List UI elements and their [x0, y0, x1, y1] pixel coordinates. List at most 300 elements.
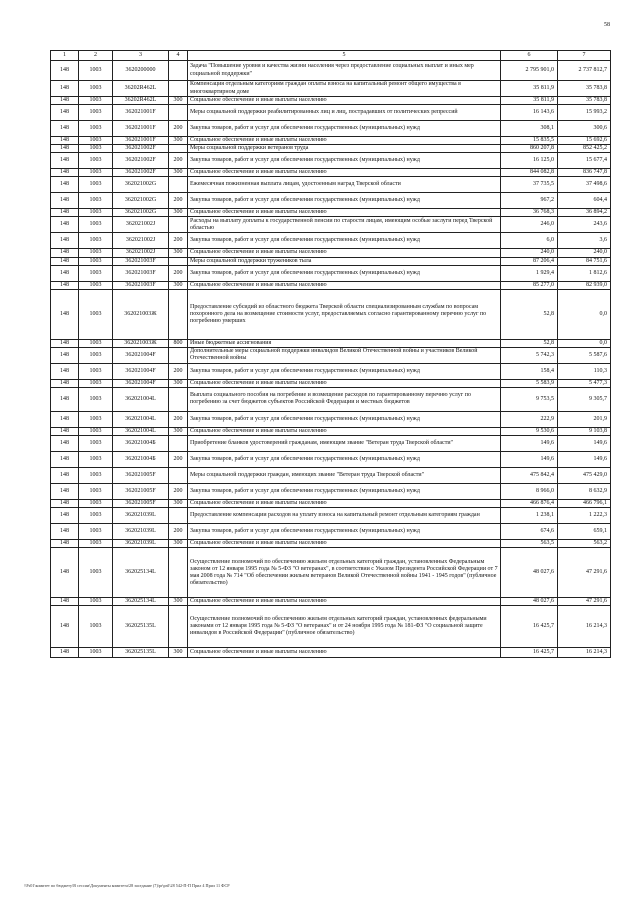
- table-row: [51, 606, 611, 648]
- target-code-cell: 362021005F: [113, 468, 169, 484]
- actual-amount-cell: 604,4: [558, 193, 611, 209]
- section-code-cell: 1003: [79, 548, 113, 598]
- planned-amount-cell: 5 583,9: [501, 379, 558, 387]
- section-code-cell: 1003: [79, 387, 113, 411]
- target-code-cell: 362021004L: [113, 411, 169, 427]
- table-row: [51, 339, 611, 347]
- section-code-cell: 1003: [79, 169, 113, 177]
- table-row: [51, 540, 611, 548]
- target-code-cell: 362021004L: [113, 387, 169, 411]
- actual-amount-cell: 15 993,2: [558, 105, 611, 121]
- column-header: 5: [188, 51, 501, 61]
- table-row: [51, 61, 611, 81]
- description-cell: Социальное обеспечение и иные выплаты населению: [188, 540, 501, 548]
- actual-amount-cell: 852 425,2: [558, 145, 611, 153]
- page-number: 58: [604, 22, 610, 28]
- expense-type-cell: 200: [169, 363, 188, 379]
- expense-type-cell: 200: [169, 153, 188, 169]
- actual-amount-cell: 37 498,6: [558, 177, 611, 193]
- section-code-cell: 1003: [79, 289, 113, 339]
- expense-type-cell: [169, 436, 188, 452]
- section-code-cell: 1003: [79, 411, 113, 427]
- actual-amount-cell: 201,9: [558, 411, 611, 427]
- actual-amount-cell: 0,0: [558, 339, 611, 347]
- target-code-cell: 362021005F: [113, 500, 169, 508]
- planned-amount-cell: 48 027,6: [501, 548, 558, 598]
- table-row: [51, 379, 611, 387]
- expense-type-cell: 200: [169, 233, 188, 249]
- table-row: [51, 169, 611, 177]
- planned-amount-cell: 35 811,9: [501, 97, 558, 105]
- dept-code-cell: 148: [51, 339, 79, 347]
- expense-type-cell: 800: [169, 339, 188, 347]
- dept-code-cell: 148: [51, 217, 79, 233]
- target-code-cell: 362021039L: [113, 540, 169, 548]
- dept-code-cell: 148: [51, 363, 79, 379]
- description-cell: Закупка товаров, работ и услуг для обеспечения государственных (муниципальных) нужд: [188, 121, 501, 137]
- description-cell: Социальное обеспечение и иные выплаты населению: [188, 281, 501, 289]
- planned-amount-cell: 85 277,0: [501, 281, 558, 289]
- table-row: [51, 411, 611, 427]
- actual-amount-cell: 0,0: [558, 289, 611, 339]
- dept-code-cell: 148: [51, 265, 79, 281]
- section-code-cell: 1003: [79, 427, 113, 435]
- expense-type-cell: 200: [169, 484, 188, 500]
- expense-type-cell: [169, 468, 188, 484]
- description-cell: Компенсация отдельным категориям граждан оплаты взноса на капитальный ремонт общего имущества в многоквартирном доме: [188, 81, 501, 97]
- expense-type-cell: 300: [169, 540, 188, 548]
- table-row: [51, 387, 611, 411]
- section-code-cell: 1003: [79, 436, 113, 452]
- planned-amount-cell: 240,0: [501, 249, 558, 257]
- section-code-cell: 1003: [79, 145, 113, 153]
- planned-amount-cell: 475 842,4: [501, 468, 558, 484]
- planned-amount-cell: 52,8: [501, 339, 558, 347]
- planned-amount-cell: 222,9: [501, 411, 558, 427]
- expense-type-cell: [169, 105, 188, 121]
- target-code-cell: 362021002F: [113, 145, 169, 153]
- column-header: 4: [169, 51, 188, 61]
- section-code-cell: 1003: [79, 105, 113, 121]
- actual-amount-cell: 240,0: [558, 249, 611, 257]
- table-row: [51, 97, 611, 105]
- target-code-cell: 362021002G: [113, 177, 169, 193]
- dept-code-cell: 148: [51, 452, 79, 468]
- dept-code-cell: 148: [51, 121, 79, 137]
- actual-amount-cell: 836 747,8: [558, 169, 611, 177]
- dept-code-cell: 148: [51, 468, 79, 484]
- budget-table: [50, 50, 611, 658]
- section-code-cell: 1003: [79, 61, 113, 81]
- dept-code-cell: 148: [51, 436, 79, 452]
- table-row: [51, 363, 611, 379]
- planned-amount-cell: 967,2: [501, 193, 558, 209]
- footer-file-path: \\Fs01\комитет по бюджету\В сессии\Документы комитета\28 заседание (7)\pr\pril\28 542-П-П Прил 4 Прил 11 ФСР: [24, 883, 230, 888]
- actual-amount-cell: 300,6: [558, 121, 611, 137]
- table-row: [51, 500, 611, 508]
- dept-code-cell: 148: [51, 233, 79, 249]
- actual-amount-cell: 8 632,9: [558, 484, 611, 500]
- section-code-cell: 1003: [79, 363, 113, 379]
- description-cell: Социальное обеспечение и иные выплаты населению: [188, 169, 501, 177]
- section-code-cell: 1003: [79, 648, 113, 658]
- section-code-cell: 1003: [79, 121, 113, 137]
- description-cell: Меры социальной поддержки тружеников тыла: [188, 257, 501, 265]
- target-code-cell: 362021004F: [113, 363, 169, 379]
- description-cell: Социальное обеспечение и иные выплаты населению: [188, 500, 501, 508]
- dept-code-cell: 148: [51, 249, 79, 257]
- planned-amount-cell: 308,1: [501, 121, 558, 137]
- actual-amount-cell: 82 939,0: [558, 281, 611, 289]
- actual-amount-cell: 15 677,4: [558, 153, 611, 169]
- description-cell: Закупка товаров, работ и услуг для обеспечения государственных (муниципальных) нужд: [188, 484, 501, 500]
- dept-code-cell: 148: [51, 411, 79, 427]
- actual-amount-cell: 36 894,2: [558, 209, 611, 217]
- section-code-cell: 1003: [79, 137, 113, 145]
- table-row: [51, 347, 611, 363]
- description-cell: Расходы на выплату доплаты к государственной пенсии по старости лицам, имеющим особые заслуги перед Тверской областью: [188, 217, 501, 233]
- dept-code-cell: 148: [51, 598, 79, 606]
- actual-amount-cell: 84 751,6: [558, 257, 611, 265]
- dept-code-cell: 148: [51, 648, 79, 658]
- planned-amount-cell: 37 735,5: [501, 177, 558, 193]
- planned-amount-cell: 1 238,1: [501, 508, 558, 524]
- expense-type-cell: [169, 61, 188, 81]
- planned-amount-cell: 16 125,0: [501, 153, 558, 169]
- dept-code-cell: 148: [51, 177, 79, 193]
- section-code-cell: 1003: [79, 153, 113, 169]
- actual-amount-cell: 475 429,0: [558, 468, 611, 484]
- description-cell: Социальное обеспечение и иные выплаты населению: [188, 249, 501, 257]
- expense-type-cell: 300: [169, 97, 188, 105]
- target-code-cell: 362021004Б: [113, 436, 169, 452]
- planned-amount-cell: 674,6: [501, 524, 558, 540]
- expense-type-cell: [169, 217, 188, 233]
- expense-type-cell: [169, 347, 188, 363]
- dept-code-cell: 148: [51, 257, 79, 265]
- dept-code-cell: 148: [51, 289, 79, 339]
- target-code-cell: 36202R462L: [113, 81, 169, 97]
- actual-amount-cell: 659,1: [558, 524, 611, 540]
- dept-code-cell: 148: [51, 347, 79, 363]
- expense-type-cell: [169, 606, 188, 648]
- section-code-cell: 1003: [79, 265, 113, 281]
- target-code-cell: 362025134L: [113, 598, 169, 606]
- table-row: [51, 153, 611, 169]
- planned-amount-cell: 2 795 901,0: [501, 61, 558, 81]
- target-code-cell: 362021001F: [113, 137, 169, 145]
- actual-amount-cell: 47 291,6: [558, 548, 611, 598]
- table-row: [51, 81, 611, 97]
- table-row: [51, 598, 611, 606]
- description-cell: Закупка товаров, работ и услуг для обеспечения государственных (муниципальных) нужд: [188, 411, 501, 427]
- expense-type-cell: 300: [169, 137, 188, 145]
- target-code-cell: 362021002G: [113, 193, 169, 209]
- actual-amount-cell: 15 692,6: [558, 137, 611, 145]
- actual-amount-cell: 466 796,1: [558, 500, 611, 508]
- actual-amount-cell: 5 587,6: [558, 347, 611, 363]
- planned-amount-cell: 36 768,3: [501, 209, 558, 217]
- table-row: [51, 508, 611, 524]
- target-code-cell: 362021004F: [113, 347, 169, 363]
- expense-type-cell: 300: [169, 249, 188, 257]
- description-cell: Ежемесячная пожизненная выплата лицам, удостоенным наград Тверской области: [188, 177, 501, 193]
- actual-amount-cell: 110,3: [558, 363, 611, 379]
- section-code-cell: 1003: [79, 281, 113, 289]
- planned-amount-cell: 87 206,4: [501, 257, 558, 265]
- section-code-cell: 1003: [79, 193, 113, 209]
- description-cell: Выплата социального пособия на погребение и возмещение расходов по гарантированному перечню услуг по погребению за счет бюджетов субъектов Российской Федерации и местных бюджетов: [188, 387, 501, 411]
- description-cell: Осуществление полномочий по обеспечению жильем отдельных категорий граждан, установленных федеральными законами от 12 января 1995 года № 5-ФЗ "О ветеранах" и от 24 ноября 1995 года № 181-ФЗ "О социальной защите инвалидов в Российской Федерации" (публичное обязательство): [188, 606, 501, 648]
- table-row: [51, 289, 611, 339]
- expense-type-cell: [169, 81, 188, 97]
- column-header: 1: [51, 51, 79, 61]
- table-row: [51, 452, 611, 468]
- dept-code-cell: 148: [51, 540, 79, 548]
- expense-type-cell: 200: [169, 524, 188, 540]
- actual-amount-cell: 243,6: [558, 217, 611, 233]
- table-row: [51, 193, 611, 209]
- expense-type-cell: 200: [169, 121, 188, 137]
- table-row: [51, 177, 611, 193]
- target-code-cell: 362021001F: [113, 121, 169, 137]
- target-code-cell: 362021003Ж: [113, 339, 169, 347]
- table-row: [51, 121, 611, 137]
- planned-amount-cell: 9 753,5: [501, 387, 558, 411]
- dept-code-cell: 148: [51, 193, 79, 209]
- table-row: [51, 484, 611, 500]
- description-cell: Меры социальной поддержки ветеранов труда: [188, 145, 501, 153]
- description-cell: Задача "Повышение уровня и качества жизни населения через предоставление социальных выплат и иных мер социальной поддержки": [188, 61, 501, 81]
- section-code-cell: 1003: [79, 209, 113, 217]
- planned-amount-cell: 16 425,7: [501, 648, 558, 658]
- planned-amount-cell: 35 811,9: [501, 81, 558, 97]
- description-cell: Закупка товаров, работ и услуг для обеспечения государственных (муниципальных) нужд: [188, 452, 501, 468]
- dept-code-cell: 148: [51, 606, 79, 648]
- description-cell: Социальное обеспечение и иные выплаты населению: [188, 209, 501, 217]
- column-header: 7: [558, 51, 611, 61]
- table-row: [51, 265, 611, 281]
- actual-amount-cell: 47 291,6: [558, 598, 611, 606]
- actual-amount-cell: 149,6: [558, 436, 611, 452]
- table-row: [51, 209, 611, 217]
- planned-amount-cell: 5 742,3: [501, 347, 558, 363]
- expense-type-cell: 300: [169, 169, 188, 177]
- expense-type-cell: [169, 145, 188, 153]
- target-code-cell: 3620200000: [113, 61, 169, 81]
- description-cell: Иные бюджетные ассигнования: [188, 339, 501, 347]
- target-code-cell: 362025134L: [113, 548, 169, 598]
- target-code-cell: 362021039L: [113, 524, 169, 540]
- target-code-cell: 362021003F: [113, 281, 169, 289]
- actual-amount-cell: 35 783,8: [558, 97, 611, 105]
- expense-type-cell: [169, 257, 188, 265]
- section-code-cell: 1003: [79, 468, 113, 484]
- table-row: [51, 249, 611, 257]
- expense-type-cell: 200: [169, 265, 188, 281]
- section-code-cell: 1003: [79, 249, 113, 257]
- actual-amount-cell: 16 214,3: [558, 648, 611, 658]
- table-row: [51, 233, 611, 249]
- description-cell: Социальное обеспечение и иные выплаты населению: [188, 137, 501, 145]
- expense-type-cell: [169, 289, 188, 339]
- table-row: [51, 648, 611, 658]
- target-code-cell: 362021002F: [113, 169, 169, 177]
- description-cell: Социальное обеспечение и иные выплаты населению: [188, 427, 501, 435]
- target-code-cell: 362021004F: [113, 379, 169, 387]
- planned-amount-cell: 860 207,8: [501, 145, 558, 153]
- planned-amount-cell: 844 082,8: [501, 169, 558, 177]
- planned-amount-cell: 158,4: [501, 363, 558, 379]
- dept-code-cell: 148: [51, 81, 79, 97]
- planned-amount-cell: 15 835,5: [501, 137, 558, 145]
- description-cell: Закупка товаров, работ и услуг для обеспечения государственных (муниципальных) нужд: [188, 363, 501, 379]
- target-code-cell: 362021003F: [113, 257, 169, 265]
- section-code-cell: 1003: [79, 606, 113, 648]
- actual-amount-cell: 149,6: [558, 452, 611, 468]
- dept-code-cell: 148: [51, 281, 79, 289]
- description-cell: Дополнительные меры социальной поддержки инвалидов Великой Отечественной войны и участников Великой Отечественной войны: [188, 347, 501, 363]
- dept-code-cell: 148: [51, 145, 79, 153]
- actual-amount-cell: 1 222,3: [558, 508, 611, 524]
- target-code-cell: 362021002G: [113, 209, 169, 217]
- expense-type-cell: 300: [169, 500, 188, 508]
- expense-type-cell: [169, 548, 188, 598]
- planned-amount-cell: 149,6: [501, 452, 558, 468]
- expense-type-cell: 200: [169, 193, 188, 209]
- section-code-cell: 1003: [79, 484, 113, 500]
- target-code-cell: 362025135L: [113, 606, 169, 648]
- planned-amount-cell: 9 530,6: [501, 427, 558, 435]
- expense-type-cell: 200: [169, 411, 188, 427]
- dept-code-cell: 148: [51, 379, 79, 387]
- planned-amount-cell: 16 143,6: [501, 105, 558, 121]
- expense-type-cell: [169, 508, 188, 524]
- actual-amount-cell: 9 103,8: [558, 427, 611, 435]
- actual-amount-cell: 35 783,8: [558, 81, 611, 97]
- target-code-cell: 362021004L: [113, 427, 169, 435]
- planned-amount-cell: 8 966,0: [501, 484, 558, 500]
- table-row: [51, 281, 611, 289]
- expense-type-cell: [169, 387, 188, 411]
- table-row: [51, 524, 611, 540]
- actual-amount-cell: 9 305,7: [558, 387, 611, 411]
- planned-amount-cell: 16 425,7: [501, 606, 558, 648]
- dept-code-cell: 148: [51, 548, 79, 598]
- description-cell: Закупка товаров, работ и услуг для обеспечения государственных (муниципальных) нужд: [188, 153, 501, 169]
- actual-amount-cell: 1 812,6: [558, 265, 611, 281]
- expense-type-cell: 300: [169, 648, 188, 658]
- section-code-cell: 1003: [79, 598, 113, 606]
- actual-amount-cell: 5 477,3: [558, 379, 611, 387]
- expense-type-cell: 300: [169, 209, 188, 217]
- table-row: [51, 468, 611, 484]
- table-row: [51, 217, 611, 233]
- section-code-cell: 1003: [79, 540, 113, 548]
- table-header-row: [51, 51, 611, 61]
- actual-amount-cell: 16 214,3: [558, 606, 611, 648]
- target-code-cell: 362021005F: [113, 484, 169, 500]
- description-cell: Закупка товаров, работ и услуг для обеспечения государственных (муниципальных) нужд: [188, 524, 501, 540]
- section-code-cell: 1003: [79, 347, 113, 363]
- column-header: 3: [113, 51, 169, 61]
- planned-amount-cell: 52,8: [501, 289, 558, 339]
- target-code-cell: 36202R462L: [113, 97, 169, 105]
- section-code-cell: 1003: [79, 508, 113, 524]
- actual-amount-cell: 563,2: [558, 540, 611, 548]
- description-cell: Осуществление полномочий по обеспечению жильем отдельных категорий граждан, установленных Федеральным законом от 12 января 1995 года № 5-ФЗ "О ветеранах", в соответствии с Указом Президента Российской Федерации от 7 мая 2008 года № 714 "Об обеспечении жильем ветеранов Великой Отечественной войны 1941 - 1945 годов" (публичное обязательство): [188, 548, 501, 598]
- planned-amount-cell: 1 929,4: [501, 265, 558, 281]
- dept-code-cell: 148: [51, 169, 79, 177]
- table-body: [51, 61, 611, 658]
- table-row: [51, 548, 611, 598]
- expense-type-cell: [169, 177, 188, 193]
- planned-amount-cell: 48 027,6: [501, 598, 558, 606]
- description-cell: Меры социальной поддержки граждан, имеющих звание "Ветеран труда Тверской области": [188, 468, 501, 484]
- section-code-cell: 1003: [79, 177, 113, 193]
- target-code-cell: 362021001F: [113, 105, 169, 121]
- dept-code-cell: 148: [51, 500, 79, 508]
- table-row: [51, 137, 611, 145]
- expense-type-cell: 300: [169, 379, 188, 387]
- description-cell: Социальное обеспечение и иные выплаты населению: [188, 648, 501, 658]
- actual-amount-cell: 2 737 812,7: [558, 61, 611, 81]
- section-code-cell: 1003: [79, 452, 113, 468]
- target-code-cell: 362021039L: [113, 508, 169, 524]
- actual-amount-cell: 3,6: [558, 233, 611, 249]
- description-cell: Закупка товаров, работ и услуг для обеспечения государственных (муниципальных) нужд: [188, 265, 501, 281]
- dept-code-cell: 148: [51, 484, 79, 500]
- dept-code-cell: 148: [51, 153, 79, 169]
- description-cell: Социальное обеспечение и иные выплаты населению: [188, 379, 501, 387]
- column-header: 2: [79, 51, 113, 61]
- section-code-cell: 1003: [79, 233, 113, 249]
- planned-amount-cell: 149,6: [501, 436, 558, 452]
- section-code-cell: 1003: [79, 217, 113, 233]
- target-code-cell: 362025135L: [113, 648, 169, 658]
- target-code-cell: 362021004Б: [113, 452, 169, 468]
- column-header: 6: [501, 51, 558, 61]
- expense-type-cell: 200: [169, 452, 188, 468]
- target-code-cell: 362021003Ж: [113, 289, 169, 339]
- description-cell: Социальное обеспечение и иные выплаты населению: [188, 598, 501, 606]
- target-code-cell: 362021003F: [113, 265, 169, 281]
- section-code-cell: 1003: [79, 500, 113, 508]
- expense-type-cell: 300: [169, 427, 188, 435]
- dept-code-cell: 148: [51, 61, 79, 81]
- description-cell: Приобретение бланков удостоверений гражданам, имеющим звание "Ветеран труда Тверской области": [188, 436, 501, 452]
- section-code-cell: 1003: [79, 257, 113, 265]
- section-code-cell: 1003: [79, 379, 113, 387]
- description-cell: Закупка товаров, работ и услуг для обеспечения государственных (муниципальных) нужд: [188, 193, 501, 209]
- section-code-cell: 1003: [79, 81, 113, 97]
- target-code-cell: 362021002J: [113, 217, 169, 233]
- table-row: [51, 145, 611, 153]
- dept-code-cell: 148: [51, 427, 79, 435]
- description-cell: Социальное обеспечение и иные выплаты населению: [188, 97, 501, 105]
- planned-amount-cell: 466 876,4: [501, 500, 558, 508]
- description-cell: Закупка товаров, работ и услуг для обеспечения государственных (муниципальных) нужд: [188, 233, 501, 249]
- dept-code-cell: 148: [51, 524, 79, 540]
- table-row: [51, 427, 611, 435]
- target-code-cell: 362021002F: [113, 153, 169, 169]
- table-row: [51, 257, 611, 265]
- planned-amount-cell: 563,5: [501, 540, 558, 548]
- target-code-cell: 362021002J: [113, 249, 169, 257]
- description-cell: Меры социальной поддержки реабилитированных лиц и лиц, пострадавших от политических репрессий: [188, 105, 501, 121]
- dept-code-cell: 148: [51, 209, 79, 217]
- dept-code-cell: 148: [51, 387, 79, 411]
